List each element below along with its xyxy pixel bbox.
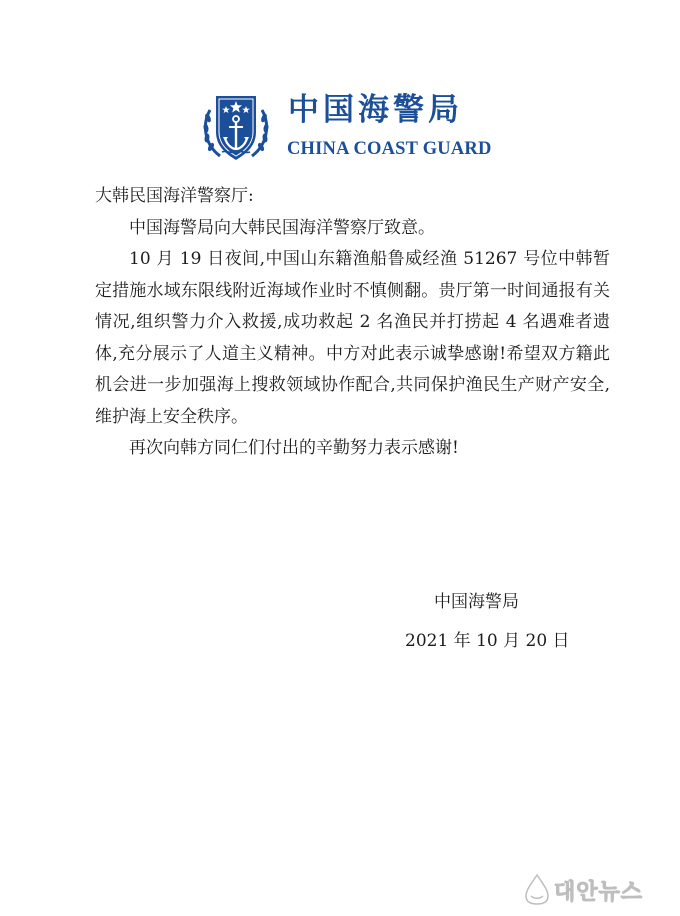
signature-block	[405, 583, 570, 661]
watermark	[522, 872, 672, 908]
watermark-text: 대안뉴스	[554, 880, 644, 905]
paragraph-main: 10 月 19 日夜间,中国山东籍渔船鲁威经渔 51267 号位中韩暂定措施水域东限线附近海域作业时不慎侧翻。贵厅第一时间通报有关情况,组织警力介入救援,成功救起 2 名渔民并打捞起 4 名遇难者遗体,充分展示了人道主义精神。中方对此表示诚挚感谢!希望双方籍此机会进一步加强海上搜救领域协作配合,共同保护渔民生产财产安全,维护海上安全秩序。	[95, 249, 610, 427]
paragraph-greeting: 中国海警局向大韩民国海洋警察厅致意。	[129, 217, 435, 238]
paragraph-closing: 再次向韩方同仁们付出的辛勤努力表示感谢!	[129, 438, 459, 458]
org-name-chinese: 中国海警局	[288, 92, 463, 128]
letterhead	[0, 0, 680, 170]
org-name-english: CHINA COAST GUARD	[287, 139, 492, 159]
watermark-logo-icon	[522, 872, 552, 906]
salutation: 大韩民国海洋警察厅:	[95, 186, 254, 206]
signature-org: 中国海警局	[434, 592, 519, 612]
coast-guard-emblem-icon	[200, 88, 272, 164]
letter-body	[95, 181, 610, 465]
signature-date: 2021 年 10 月 20 日	[405, 631, 570, 651]
